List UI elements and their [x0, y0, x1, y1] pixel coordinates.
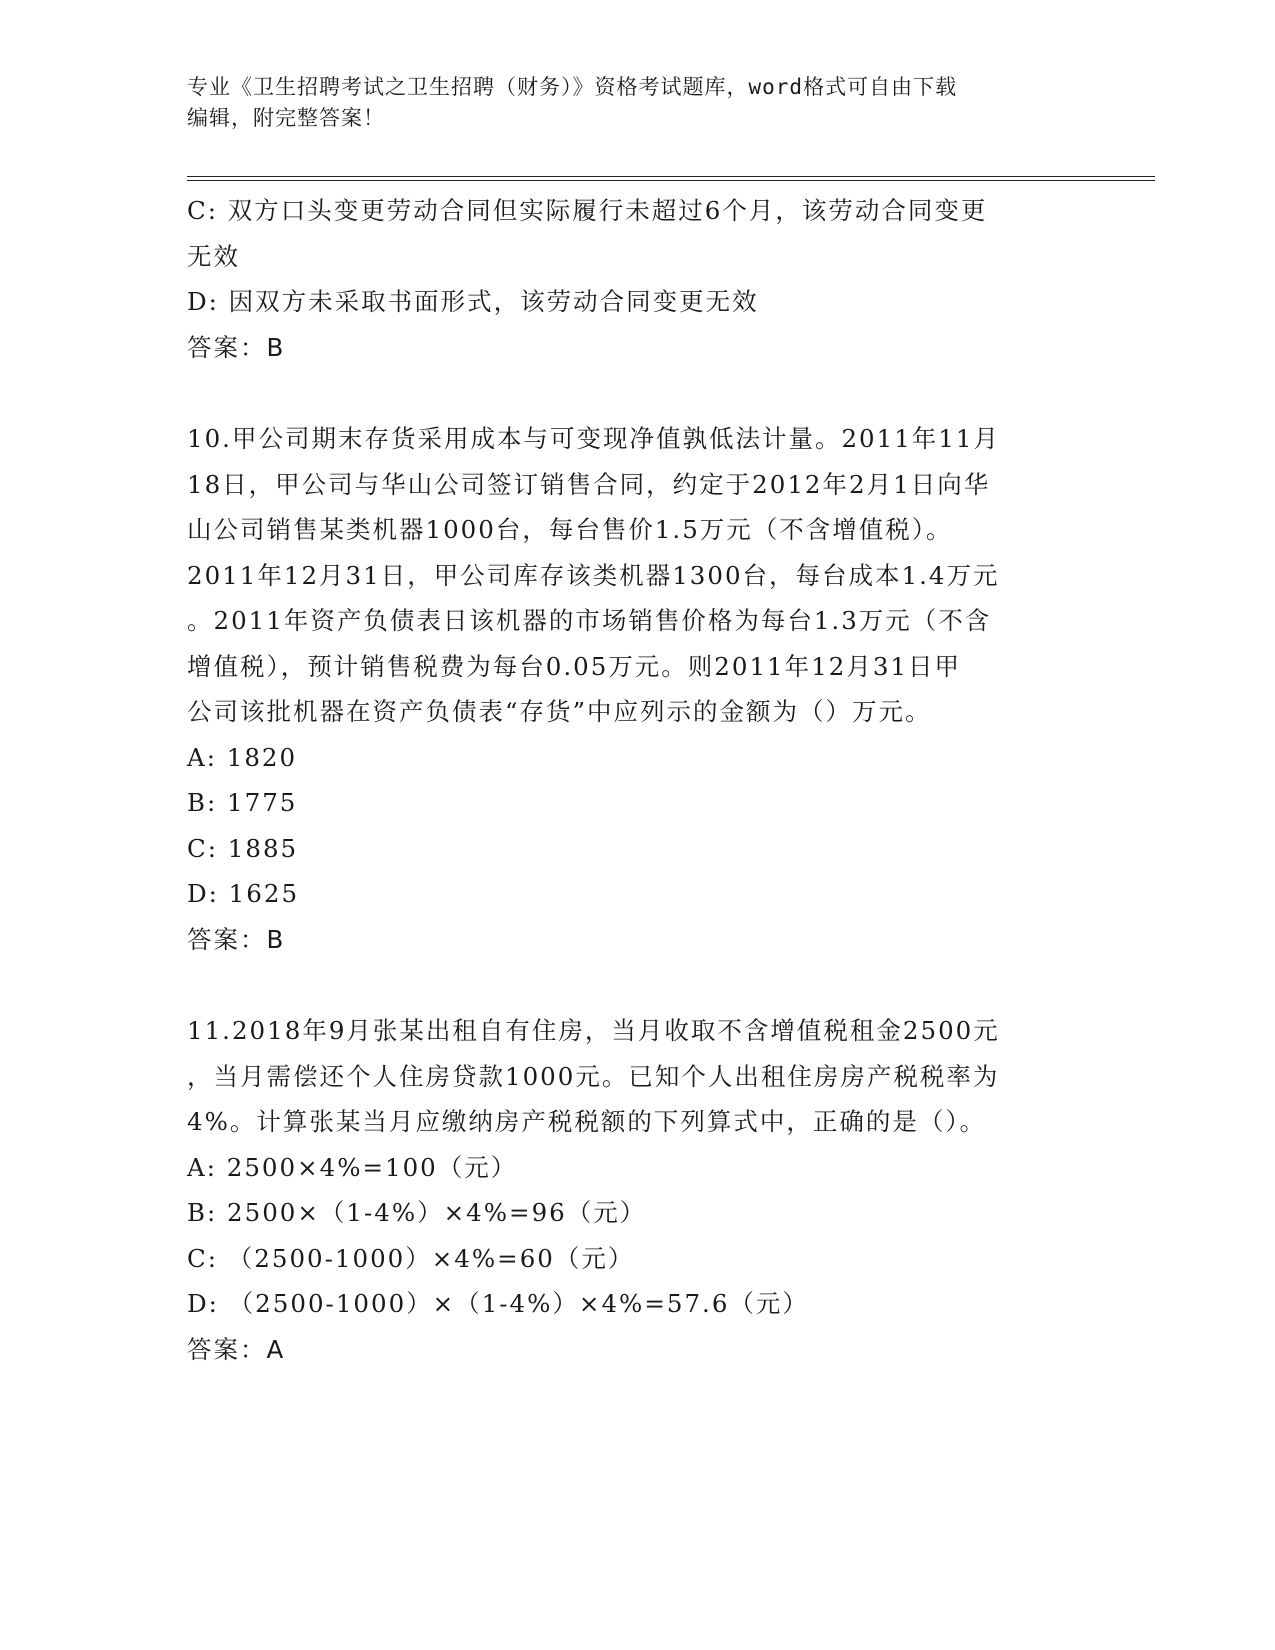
question-stem-line: 11.2018年9月张某出租自有住房，当月收取不含增值税租金2500元 [187, 1016, 1000, 1045]
question-11 [187, 1008, 1087, 1372]
option-b: B: 1775 [187, 788, 298, 817]
question-stem-line: 18日，甲公司与华山公司签订销售合同，约定于2012年2月1日向华 [187, 469, 991, 499]
answer: 答案：B [187, 924, 286, 954]
document-header [187, 72, 1087, 134]
header-line-1: 专业《卫生招聘考试之卫生招聘（财务）》资格考试题库，word格式可自由下载 [187, 75, 958, 99]
question-stem-line: 。2011年资产负债表日该机器的市场销售价格为每台1.3万元（不含 [187, 606, 992, 635]
question-10 [187, 416, 1087, 962]
option-d: D: （2500-1000）×（1-4%）×4%=57.6（元） [187, 1289, 809, 1318]
option-a: A: 1820 [187, 742, 298, 772]
option-b: B: 2500×（1-4%）×4%=96（元） [187, 1198, 647, 1227]
question-stem-line: 山公司销售某类机器1000台，每台售价1.5万元（不含增值税）。 [187, 515, 953, 544]
option-c: C: （2500-1000）×4%=60（元） [187, 1243, 635, 1273]
answer: 答案：A [187, 1334, 286, 1364]
header-line-2: 编辑，附完整答案！ [187, 106, 385, 130]
question-stem-line: 10.甲公司期末存货采用成本与可变现净值孰低法计量。2011年11月 [187, 424, 1000, 453]
option-c-continued: 无效 [187, 241, 240, 271]
question-stem-line: 2011年12月31日，甲公司库存该类机器1300台，每台成本1.4万元 [187, 560, 1000, 590]
answer: 答案：B [187, 332, 286, 362]
previous-question [187, 188, 1087, 370]
option-c: C: 1885 [187, 833, 299, 863]
question-stem-line: 增值税），预计销售税费为每台0.05万元。则2011年12月31日甲 [187, 651, 961, 681]
question-stem-line: 4%。计算张某当月应缴纳房产税税额的下列算式中，正确的是（）。 [187, 1107, 987, 1136]
option-a: A: 2500×4%=100（元） [187, 1152, 518, 1182]
option-c: C: 双方口头变更劳动合同但实际履行未超过6个月，该劳动合同变更 [187, 196, 988, 225]
question-stem-line: ，当月需偿还个人住房贷款1000元。已知个人出租住房房产税税率为 [187, 1061, 1000, 1091]
option-d: D: 1625 [187, 879, 300, 908]
question-stem-line: 公司该批机器在资产负债表“存货”中应列示的金额为（）万元。 [187, 697, 932, 726]
header-divider [187, 176, 1155, 181]
option-d: D: 因双方未采取书面形式，该劳动合同变更无效 [187, 287, 759, 316]
document-body [187, 188, 1087, 1372]
